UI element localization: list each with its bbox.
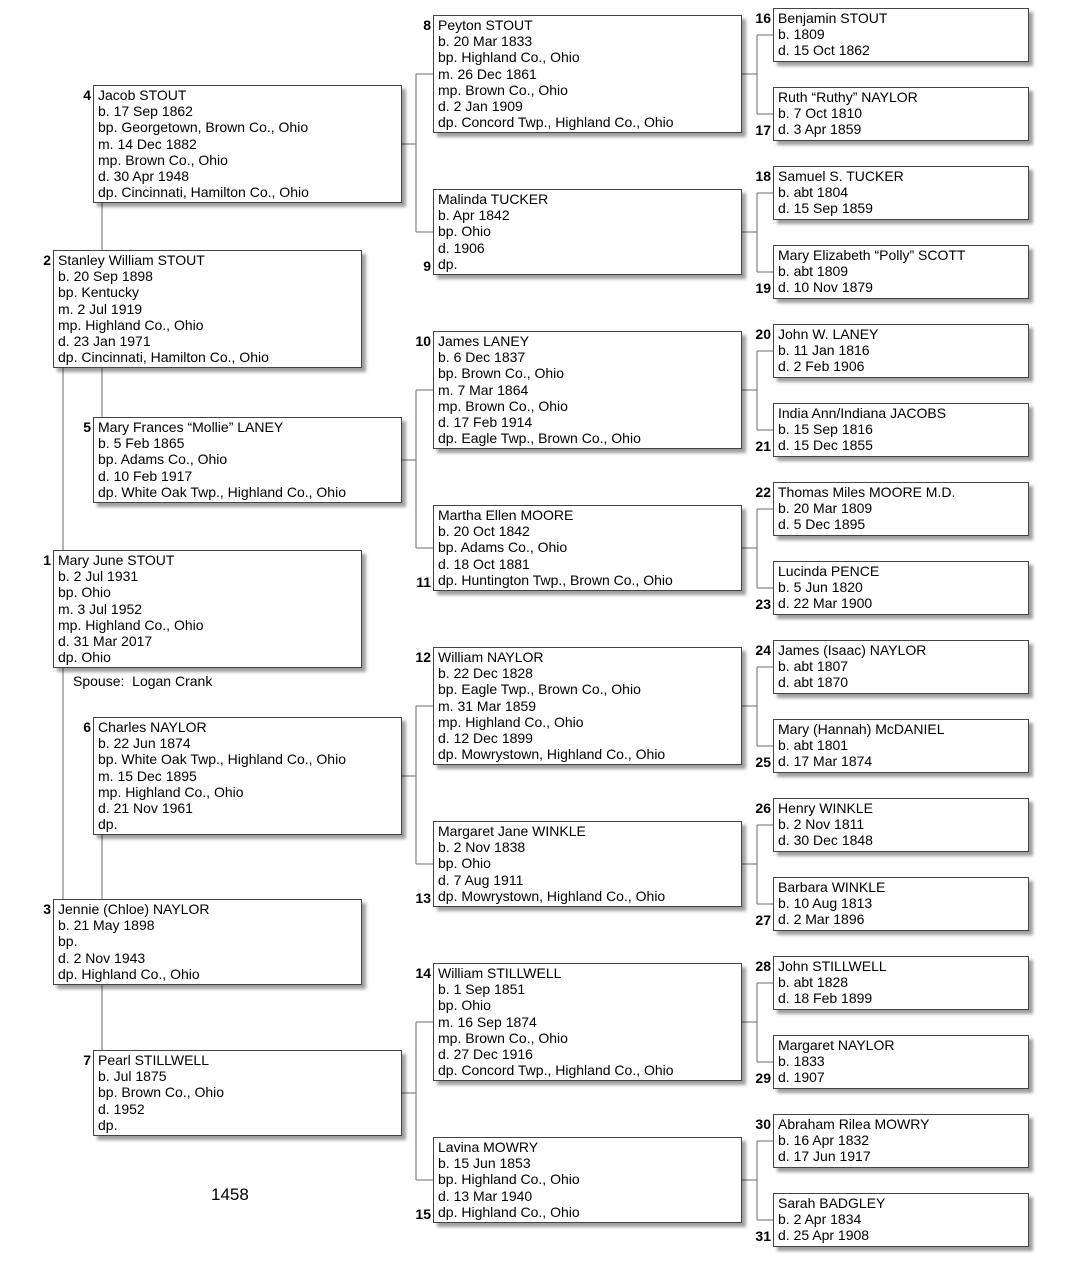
person-name: Jacob STOUT [98, 87, 187, 103]
ahnentafel-number: 5 [83, 419, 91, 435]
person-detail: b. 2 Jul 1931 [58, 568, 139, 585]
person-detail: mp. Highland Co., Ohio [58, 316, 204, 333]
person-detail: dp. Mowrystown, Highland Co., Ohio [438, 887, 666, 904]
person-detail: bp. Ohio [58, 584, 111, 601]
spouse-label: Spouse: [73, 673, 125, 689]
ahnentafel-number: 3 [43, 901, 51, 917]
person-detail: b. abt 1807 [778, 658, 849, 675]
ahnentafel-number: 29 [755, 1070, 771, 1086]
person-name: Samuel S. TUCKER [778, 168, 904, 184]
person-detail: d. 25 Apr 1908 [778, 1227, 870, 1244]
person-detail: m. 16 Sep 1874 [438, 1013, 537, 1030]
person-name: Barbara WINKLE [778, 879, 886, 895]
person-detail: mp. Brown Co., Ohio [438, 81, 568, 98]
person-detail: b. 20 Mar 1809 [778, 500, 873, 517]
person-name: Malinda TUCKER [438, 191, 549, 207]
person-detail: dp. Cincinnati, Hamilton Co., Ohio [98, 184, 309, 201]
person-detail: b. 22 Dec 1828 [438, 665, 533, 682]
person-name: Sarah BADGLEY [778, 1195, 886, 1211]
person-name: Thomas Miles MOORE M.D. [778, 484, 956, 500]
ahnentafel-number: 25 [755, 754, 771, 770]
person-detail: d. 10 Nov 1879 [778, 279, 873, 296]
person-name: Ruth “Ruthy” NAYLOR [778, 89, 918, 105]
person-detail: d. 1907 [778, 1069, 825, 1086]
person-detail: d. 1906 [438, 239, 485, 256]
ahnentafel-number: 12 [415, 649, 431, 665]
person-name: John W. LANEY [778, 326, 879, 342]
person-card-12 [433, 647, 742, 765]
person-card-25 [773, 719, 1029, 773]
person-detail: dp. Ohio [58, 649, 111, 666]
person-detail: mp. Highland Co., Ohio [58, 616, 204, 633]
person-detail: dp. Cincinnati, Hamilton Co., Ohio [58, 349, 269, 366]
person-detail: bp. Adams Co., Ohio [438, 539, 568, 556]
person-detail: b. 5 Feb 1865 [98, 435, 185, 452]
person-detail: d. 13 Mar 1940 [438, 1187, 533, 1204]
person-detail: m. 26 Dec 1861 [438, 65, 537, 82]
person-detail: b. 20 Sep 1898 [58, 268, 153, 285]
person-detail: bp. [58, 933, 78, 950]
ahnentafel-number: 18 [755, 168, 771, 184]
person-card-29 [773, 1035, 1029, 1089]
person-detail: b. Jul 1875 [98, 1068, 167, 1085]
person-detail: bp. Ohio [438, 997, 491, 1014]
person-detail: d. 3 Apr 1859 [778, 121, 862, 138]
person-detail: d. 23 Jan 1971 [58, 333, 151, 350]
person-name: William NAYLOR [438, 649, 544, 665]
person-card-11 [433, 505, 742, 591]
person-name: Jennie (Chloe) NAYLOR [58, 901, 210, 917]
ahnentafel-number: 17 [755, 122, 771, 138]
ahnentafel-number: 19 [755, 280, 771, 296]
person-name: James LANEY [438, 333, 530, 349]
person-name: Lucinda PENCE [778, 563, 880, 579]
person-detail: m. 15 Dec 1895 [98, 767, 197, 784]
person-detail: d. 17 Jun 1917 [778, 1148, 871, 1165]
person-detail: d. 5 Dec 1895 [778, 516, 866, 533]
person-detail: d. 2 Jan 1909 [438, 98, 523, 115]
person-detail: mp. Highland Co., Ohio [438, 713, 584, 730]
ahnentafel-number: 26 [755, 800, 771, 816]
ahnentafel-number: 7 [83, 1052, 91, 1068]
person-detail: d. 22 Mar 1900 [778, 595, 873, 612]
person-detail: b. 6 Dec 1837 [438, 349, 526, 366]
ahnentafel-number: 14 [415, 965, 431, 981]
person-name: Margaret Jane WINKLE [438, 823, 586, 839]
person-detail: m. 3 Jul 1952 [58, 600, 143, 617]
person-detail: d. 1952 [98, 1100, 145, 1117]
person-card-4 [93, 85, 402, 203]
person-name: Abraham Rilea MOWRY [778, 1116, 930, 1132]
ahnentafel-number: 9 [423, 258, 431, 274]
person-name: Lavina MOWRY [438, 1139, 539, 1155]
person-card-31 [773, 1193, 1029, 1247]
person-detail: d. 17 Feb 1914 [438, 414, 533, 431]
person-detail: d. 7 Aug 1911 [438, 871, 524, 888]
person-detail: d. 31 Mar 2017 [58, 633, 153, 650]
person-name: Mary Frances “Mollie” LANEY [98, 419, 284, 435]
person-detail: b. 7 Oct 1810 [778, 105, 863, 122]
person-detail: bp. Ohio [438, 855, 491, 872]
person-detail: d. 21 Nov 1961 [98, 800, 193, 817]
person-card-10 [433, 331, 742, 449]
ahnentafel-number: 6 [83, 719, 91, 735]
person-detail: bp. Highland Co., Ohio [438, 1171, 580, 1188]
person-detail: dp. Concord Twp., Highland Co., Ohio [438, 114, 674, 131]
person-detail: mp. Brown Co., Ohio [438, 397, 568, 414]
person-card-5 [93, 417, 402, 503]
person-card-8 [433, 15, 742, 133]
person-detail: b. 1 Sep 1851 [438, 981, 526, 998]
person-detail: b. abt 1804 [778, 184, 849, 201]
person-detail: dp. Huntington Twp., Brown Co., Ohio [438, 571, 673, 588]
person-detail: d. 10 Feb 1917 [98, 467, 193, 484]
person-detail: b. abt 1828 [778, 974, 849, 991]
person-detail: d. 2 Nov 1943 [58, 949, 146, 966]
person-name: Henry WINKLE [778, 800, 873, 816]
person-detail: b. 20 Mar 1833 [438, 33, 533, 50]
person-detail: d. 30 Dec 1848 [778, 832, 873, 849]
ahnentafel-number: 23 [755, 596, 771, 612]
person-card-24 [773, 640, 1029, 694]
ahnentafel-number: 1 [43, 552, 51, 568]
person-detail: dp. [98, 816, 118, 833]
person-card-17 [773, 87, 1029, 141]
person-card-22 [773, 482, 1029, 536]
person-detail: b. 2 Nov 1838 [438, 839, 526, 856]
person-detail: dp. Mowrystown, Highland Co., Ohio [438, 746, 666, 763]
person-detail: d. 17 Mar 1874 [778, 753, 873, 770]
person-name: Benjamin STOUT [778, 10, 888, 26]
person-detail: b. 5 Jun 1820 [778, 579, 863, 596]
spouse-name: Logan Crank [132, 673, 213, 689]
person-detail: m. 7 Mar 1864 [438, 381, 529, 398]
person-card-19 [773, 245, 1029, 299]
person-detail: b. 16 Apr 1832 [778, 1132, 870, 1149]
person-detail: d. 15 Sep 1859 [778, 200, 873, 217]
person-detail: d. 18 Feb 1899 [778, 990, 873, 1007]
person-name: Mary June STOUT [58, 552, 175, 568]
person-detail: b. 15 Jun 1853 [438, 1155, 531, 1172]
person-detail: bp. Brown Co., Ohio [438, 365, 565, 382]
person-card-13 [433, 821, 742, 907]
person-card-26 [773, 798, 1029, 852]
person-detail: dp. Concord Twp., Highland Co., Ohio [438, 1062, 674, 1079]
ahnentafel-number: 15 [415, 1206, 431, 1222]
person-detail: b. 21 May 1898 [58, 917, 155, 934]
person-card-3 [53, 899, 362, 985]
person-card-30 [773, 1114, 1029, 1168]
person-detail: mp. Highland Co., Ohio [98, 783, 244, 800]
person-card-7 [93, 1050, 402, 1136]
person-card-1 [53, 550, 362, 668]
person-detail: bp. Highland Co., Ohio [438, 49, 580, 66]
ahnentafel-number: 22 [755, 484, 771, 500]
person-detail: b. 11 Jan 1816 [778, 342, 870, 359]
person-card-18 [773, 166, 1029, 220]
person-detail: dp. [98, 1116, 118, 1133]
person-card-2 [53, 250, 362, 368]
spouse-line [73, 673, 212, 689]
ahnentafel-number: 11 [416, 574, 431, 590]
person-detail: d. 2 Feb 1906 [778, 358, 865, 375]
person-name: Mary Elizabeth “Polly” SCOTT [778, 247, 966, 263]
person-name: John STILLWELL [778, 958, 887, 974]
person-detail: bp. Georgetown, Brown Co., Ohio [98, 119, 309, 136]
ahnentafel-number: 28 [755, 958, 771, 974]
person-detail: mp. Brown Co., Ohio [438, 1029, 568, 1046]
person-detail: bp. Brown Co., Ohio [98, 1084, 225, 1101]
person-detail: d. abt 1870 [778, 674, 849, 691]
person-detail: d. 18 Oct 1881 [438, 555, 530, 572]
person-detail: mp. Brown Co., Ohio [98, 151, 228, 168]
person-name: Peyton STOUT [438, 17, 533, 33]
person-detail: bp. Kentucky [58, 284, 139, 301]
person-name: Pearl STILLWELL [98, 1052, 210, 1068]
ahnentafel-number: 27 [755, 912, 771, 928]
person-detail: d. 12 Dec 1899 [438, 730, 533, 747]
person-detail: b. 2 Nov 1811 [778, 816, 865, 833]
ahnentafel-number: 4 [83, 87, 91, 103]
person-detail: b. 20 Oct 1842 [438, 523, 530, 540]
person-detail: b. 2 Apr 1834 [778, 1211, 862, 1228]
person-detail: dp. Eagle Twp., Brown Co., Ohio [438, 430, 641, 447]
person-name: James (Isaac) NAYLOR [778, 642, 927, 658]
person-detail: b. abt 1801 [778, 737, 849, 754]
person-card-6 [93, 717, 402, 835]
person-detail: dp. Highland Co., Ohio [438, 1203, 580, 1220]
person-card-27 [773, 877, 1029, 931]
person-name: Charles NAYLOR [98, 719, 207, 735]
person-detail: b. 15 Sep 1816 [778, 421, 873, 438]
person-detail: d. 15 Dec 1855 [778, 437, 873, 454]
person-card-16 [773, 8, 1029, 62]
person-card-14 [433, 963, 742, 1081]
ahnentafel-number: 13 [415, 890, 431, 906]
person-detail: b. Apr 1842 [438, 207, 510, 224]
ahnentafel-number: 2 [43, 252, 51, 268]
person-detail: m. 31 Mar 1859 [438, 697, 537, 714]
person-detail: m. 2 Jul 1919 [58, 300, 143, 317]
ahnentafel-number: 8 [423, 17, 431, 33]
ahnentafel-number: 20 [755, 326, 771, 342]
person-card-28 [773, 956, 1029, 1010]
person-name: Martha Ellen MOORE [438, 507, 574, 523]
person-card-20 [773, 324, 1029, 378]
ahnentafel-number: 30 [755, 1116, 771, 1132]
person-detail: bp. White Oak Twp., Highland Co., Ohio [98, 751, 346, 768]
person-detail: b. 22 Jun 1874 [98, 735, 191, 752]
ahnentafel-number: 24 [755, 642, 771, 658]
person-detail: d. 2 Mar 1896 [778, 911, 865, 928]
person-detail: d. 30 Apr 1948 [98, 168, 190, 185]
person-name: William STILLWELL [438, 965, 562, 981]
person-card-21 [773, 403, 1029, 457]
person-detail: b. 17 Sep 1862 [98, 103, 193, 120]
person-detail: d. 15 Oct 1862 [778, 42, 870, 59]
person-detail: dp. Highland Co., Ohio [58, 965, 200, 982]
person-detail: b. 10 Aug 1813 [778, 895, 873, 912]
person-card-23 [773, 561, 1029, 615]
person-card-15 [433, 1137, 742, 1223]
ahnentafel-number: 21 [755, 438, 771, 454]
person-detail: bp. Ohio [438, 223, 491, 240]
person-detail: d. 27 Dec 1916 [438, 1046, 533, 1063]
person-detail: b. abt 1809 [778, 263, 849, 280]
person-detail: bp. Adams Co., Ohio [98, 451, 228, 468]
person-name: India Ann/Indiana JACOBS [778, 405, 947, 421]
person-name: Mary (Hannah) McDANIEL [778, 721, 945, 737]
person-detail: b. 1809 [778, 26, 825, 43]
person-detail: b. 1833 [778, 1053, 825, 1070]
person-detail: bp. Eagle Twp., Brown Co., Ohio [438, 681, 641, 698]
person-card-9 [433, 189, 742, 275]
person-name: Stanley William STOUT [58, 252, 205, 268]
person-detail: m. 14 Dec 1882 [98, 135, 197, 152]
page-number: 1458 [211, 1185, 249, 1204]
person-detail: dp. White Oak Twp., Highland Co., Ohio [98, 483, 346, 500]
person-name: Margaret NAYLOR [778, 1037, 895, 1053]
ahnentafel-number: 10 [415, 333, 431, 349]
person-detail: dp. [438, 255, 458, 272]
ahnentafel-number: 31 [755, 1228, 771, 1244]
ahnentafel-number: 16 [755, 10, 771, 26]
